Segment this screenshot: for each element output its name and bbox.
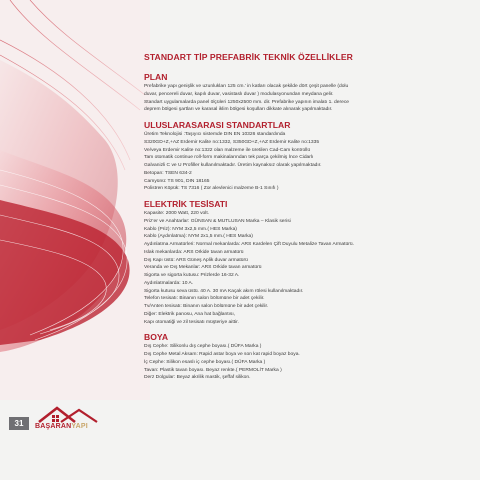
text-line: Veranda ve Dış Mekanlar: ARS Orkide tavan armatürü bbox=[144, 265, 262, 271]
brand-logo bbox=[35, 404, 107, 436]
text-line: Üretim Teknolojisi :Taşıyıcı sistemde DIN EN 10326 standardında bbox=[144, 132, 286, 137]
text-line: Priz’er ve Anahtarlar: GÜNSAN & MUTLUSAN Marka – Klasik serisi bbox=[144, 218, 291, 224]
section-heading: ULUSLARASARASI STANDARTLAR bbox=[144, 120, 291, 130]
text-line: Prefabrike yapı genişlik ve uzunlukları 125 cm.’ in katları olacak şekilde dört çeşit panelle (dolu bbox=[144, 84, 349, 89]
section-electrical bbox=[144, 199, 462, 326]
text-line: Betopan: TSEN 634-2 bbox=[144, 170, 192, 176]
section-heading: BOYA bbox=[144, 332, 169, 343]
page-title: STANDART TİP PREFABRİK TEKNİK ÖZELLİKLER bbox=[144, 52, 353, 62]
section-plan bbox=[144, 72, 462, 114]
roof-icon bbox=[35, 404, 107, 424]
text-line: Diğer: Elektrik panosu, Ana hat bağlantısı, bbox=[144, 311, 236, 317]
text-line: Islak mekanlarda: ARS Orkide tavan armatürü bbox=[144, 249, 244, 255]
text-line: Kapasite: 2000 Watt, 220 volt. bbox=[144, 211, 210, 216]
text-line: Sigorta ve sigorta kutusu: Prizlerde 16-32 A. bbox=[144, 273, 240, 278]
text-line: duvar, pencereli duvar, kapılı duvar, vasistaslı duvar ) modulasyonundan meydana gelir. bbox=[144, 91, 334, 97]
text-line: Derz Dolgular: Beyaz akrilik mastik, şeffaf silikon. bbox=[144, 375, 251, 381]
text-line: İç Cephe: Silikon esaslı iç cephe boyası.( DÜFA Marka ) bbox=[144, 359, 266, 365]
section-standards bbox=[144, 120, 462, 193]
text-line: S320GD+Z,+AZ Erdemir Kalite no:1332, S350GD+Z,+AZ Erdemir Kalite no:1335 bbox=[144, 139, 320, 145]
text-line: Dış Cephe Metal Aksam: Rapid astar boya ve son kat rapid boyaz boya. bbox=[144, 352, 300, 357]
text-line: Tv/Anten tesisatı: Binanın salon bölümüne bir adet çekilir. bbox=[144, 304, 269, 309]
text-line: Kablo (Priz): NYM 3x2,5 mm.( HES Marka) bbox=[144, 226, 237, 232]
text-line: deprem bölgesi şartları ve karasal iklim bölgesi koşulları dikkate alınarak yapılmaktadır. bbox=[144, 107, 333, 113]
text-line: Camyünü: TS 901, DIN 18165 bbox=[144, 178, 210, 184]
section-heading: ELEKTRİK TESİSATI bbox=[144, 199, 228, 209]
brand-name-part2: YAPI bbox=[71, 423, 88, 430]
section-paint bbox=[144, 332, 462, 382]
text-line: Ve/veya Erdemir Kalite no:1322 olan malzeme ile üretilen Cad-Cam kontrollü bbox=[144, 147, 311, 153]
text-line: Polistren Köpük: TS 7316 ( Zor alevlenici malzeme B-1 Sınıfı ) bbox=[144, 186, 279, 192]
text-line: Dış Kapı üstü: ARS Güneş Aplik duvar armatürü bbox=[144, 257, 248, 263]
text-line: Kablo (Aydınlatma): NYM 2x1,5 mm.( HES Marka) bbox=[144, 234, 253, 240]
section-heading: PLAN bbox=[144, 72, 168, 82]
text-line: Standart uygulamalarda panel ölçüleri 1250x2500 mm. dir. Prefabrike yapının imalatı 1. derece bbox=[144, 99, 349, 105]
text-line: Tam otomatik continue roll-form makinalarından tek parça çekilmiş İnce Cidarlı bbox=[144, 155, 314, 161]
text-line: Kapı otomatiği ve zil tesisatı müşteriye aittir. bbox=[144, 319, 239, 325]
text-line: Aydınlatmalarda: 10 A. bbox=[144, 280, 194, 286]
brand-name bbox=[35, 423, 107, 430]
text-line: Tavan: Plastik tavan boyası. Beyaz renkte.( PERMOLİT Marka ) bbox=[144, 367, 282, 373]
text-line: Galvanizli C ve U Profiller kullanılmaktadır. Üretim kaynaksız olarak yapılmaktadır. bbox=[144, 163, 322, 168]
content-column bbox=[144, 52, 462, 388]
text-line: Telefon tesisatı: Binanın salon bölümüne bir adet çekilir. bbox=[144, 296, 265, 302]
text-line: Aydınlatma Armatürleri: Normal mekanlarda: ARS Kardelen Çift Duyulu Metalize Tavan Armatürü. bbox=[144, 242, 354, 247]
page-number: 31 bbox=[9, 417, 29, 430]
text-line: Sigorta kutusu seva üstü. 40 A. 30 mA Kaçak akım rölesi kullanılmaktadır. bbox=[144, 288, 304, 294]
text-line: Dış Cephe: Silikonlu dış cephe boyası.( DÜFA Marka ) bbox=[144, 344, 262, 350]
brand-name-part1: BAŞARAN bbox=[35, 423, 72, 430]
